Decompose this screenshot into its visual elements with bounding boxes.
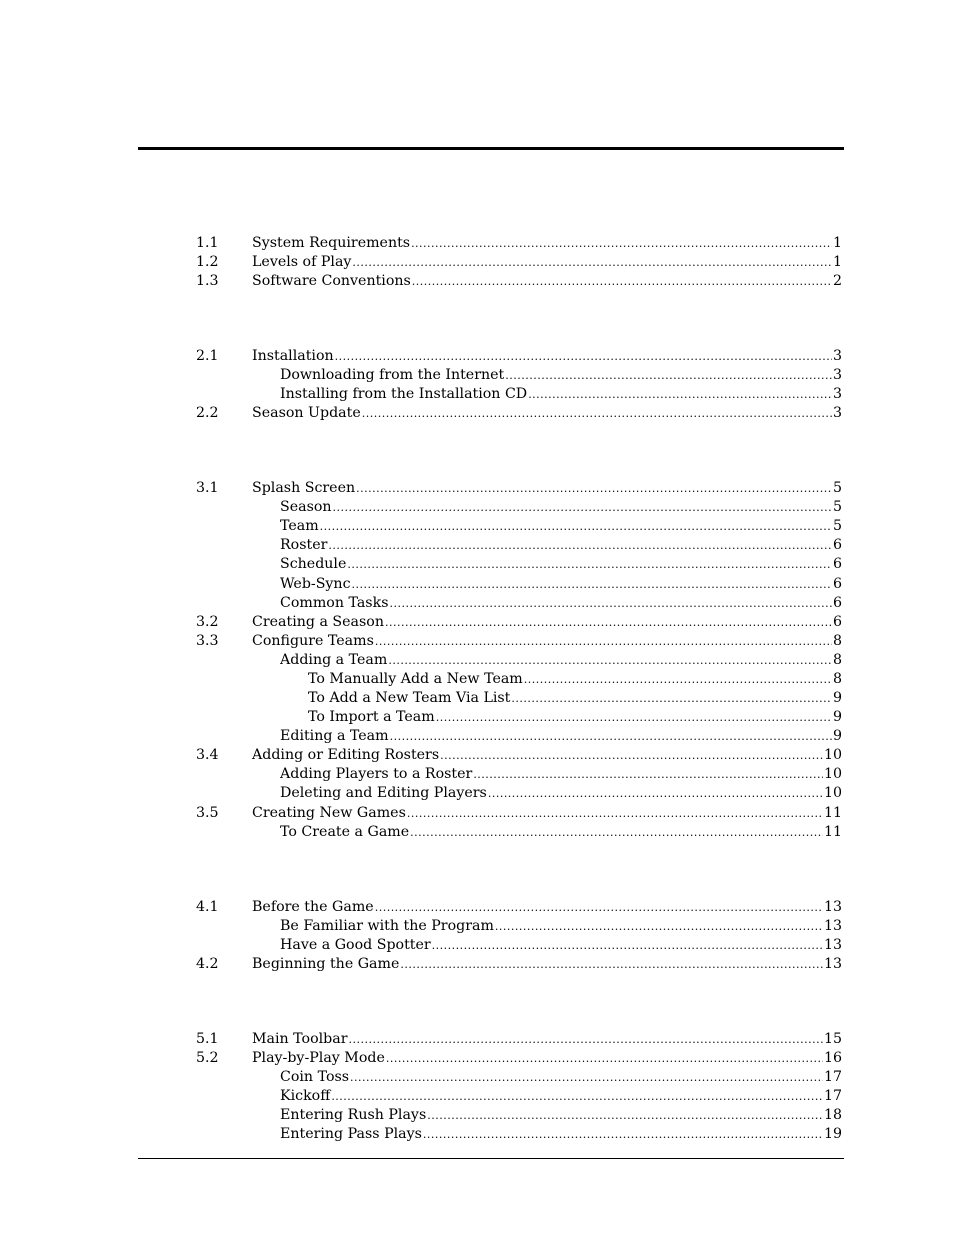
toc-entry-line[interactable] [280, 765, 842, 784]
toc-entry[interactable] [0, 1049, 954, 1068]
toc-entry-line[interactable] [252, 746, 842, 765]
toc-entry-line[interactable] [308, 689, 842, 708]
toc-page-number: 10 [823, 785, 842, 801]
toc-entry-line[interactable] [280, 823, 842, 842]
toc-entry-title: Software Conventions [252, 273, 411, 289]
toc-entry-title: Be Familiar with the Program [280, 918, 494, 934]
toc-entry[interactable] [0, 936, 954, 955]
toc-page-number: 1 [832, 235, 842, 251]
toc-entry-title: Roster [280, 537, 328, 553]
toc-entry-line[interactable] [280, 517, 842, 536]
toc-entry[interactable] [0, 651, 954, 670]
toc-entry-title: Schedule [280, 556, 347, 572]
toc-entry[interactable] [0, 727, 954, 746]
toc-dot-leader [335, 347, 832, 366]
toc-page-number: 8 [832, 671, 842, 687]
toc-entry-line[interactable] [252, 632, 842, 651]
toc-entry[interactable] [0, 575, 954, 594]
toc-entry-title: Levels of Play [252, 254, 352, 270]
toc-entry-line[interactable] [280, 784, 842, 803]
toc-entry-line[interactable] [252, 347, 842, 366]
toc-page-number: 19 [823, 1126, 842, 1142]
toc-dot-leader [440, 746, 823, 765]
toc-page-number: 16 [823, 1050, 842, 1066]
toc-entry-title: Adding a Team [280, 652, 388, 668]
toc-dot-leader [528, 385, 832, 404]
toc-entry-line[interactable] [308, 670, 842, 689]
toc-section-number: 4.2 [196, 956, 219, 972]
toc-entry[interactable] [0, 347, 954, 366]
toc-section-number: 3.1 [196, 480, 219, 496]
toc-entry[interactable] [0, 272, 954, 291]
toc-page-number: 10 [823, 747, 842, 763]
toc-dot-leader [375, 898, 823, 917]
toc-entry[interactable] [0, 823, 954, 842]
toc-dot-leader [473, 765, 823, 784]
toc-section-number: 1.1 [196, 235, 219, 251]
toc-entry[interactable] [0, 517, 954, 536]
toc-entry-title: Creating New Games [252, 805, 406, 821]
toc-dot-leader [375, 632, 832, 651]
toc-dot-leader [331, 1087, 823, 1106]
toc-entry-line[interactable] [280, 917, 842, 936]
toc-dot-leader [352, 575, 832, 594]
toc-dot-leader [511, 689, 832, 708]
toc-page-number: 5 [832, 518, 842, 534]
toc-dot-leader [348, 1030, 822, 1049]
toc-entry-line[interactable] [280, 594, 842, 613]
toc-page-number: 2 [832, 273, 842, 289]
footer-rule [138, 1158, 844, 1159]
toc-page-number: 11 [823, 805, 842, 821]
toc-entry-line[interactable] [252, 955, 842, 974]
toc-page-number: 13 [823, 956, 842, 972]
toc-entry[interactable] [0, 1087, 954, 1106]
toc-section-number: 5.1 [196, 1031, 219, 1047]
toc-entry-line[interactable] [280, 727, 842, 746]
toc-entry[interactable] [0, 784, 954, 803]
toc-entry-line[interactable] [280, 385, 842, 404]
toc-dot-leader [427, 1106, 823, 1125]
toc-dot-leader [495, 917, 823, 936]
toc-entry-line[interactable] [280, 1106, 842, 1125]
toc-dot-leader [505, 366, 832, 385]
toc-entry-title: Entering Rush Plays [280, 1107, 427, 1123]
toc-entry[interactable] [0, 498, 954, 517]
toc-entry-line[interactable] [308, 708, 842, 727]
toc-entry-line[interactable] [252, 613, 842, 632]
toc-entry[interactable] [0, 594, 954, 613]
toc-entry[interactable] [0, 253, 954, 272]
toc-entry-title: Deleting and Editing Players [280, 785, 487, 801]
toc-page-number: 11 [823, 824, 842, 840]
toc-entry-title: Season Update [252, 405, 361, 421]
toc-dot-leader [524, 670, 832, 689]
toc-entry-line[interactable] [252, 479, 842, 498]
toc-dot-leader [411, 234, 832, 253]
toc-entry-title: Coin Toss [280, 1069, 350, 1085]
toc-entry[interactable] [0, 804, 954, 823]
toc-dot-leader [412, 272, 832, 291]
toc-section-number: 1.3 [196, 273, 219, 289]
toc-page-number: 9 [832, 709, 842, 725]
toc-entry[interactable] [0, 898, 954, 917]
toc-entry-line[interactable] [280, 936, 842, 955]
toc-dot-leader [328, 536, 832, 555]
toc-entry[interactable] [0, 670, 954, 689]
toc-dot-leader [436, 708, 832, 727]
toc-entry[interactable] [0, 689, 954, 708]
toc-entry-title: Downloading from the Internet [280, 367, 505, 383]
toc-page-number: 3 [832, 386, 842, 402]
toc-page-number: 8 [832, 633, 842, 649]
toc-entry-line[interactable] [252, 253, 842, 272]
toc-entry[interactable] [0, 1030, 954, 1049]
toc-entry[interactable] [0, 917, 954, 936]
toc-page-number: 1 [832, 254, 842, 270]
toc-dot-leader [488, 784, 823, 803]
toc-entry-line[interactable] [280, 555, 842, 574]
toc-entry[interactable] [0, 536, 954, 555]
toc-entry-line[interactable] [280, 1087, 842, 1106]
toc-dot-leader [385, 613, 832, 632]
toc-entry-line[interactable] [252, 1030, 842, 1049]
toc-dot-leader [350, 1068, 823, 1087]
toc-page-number: 13 [823, 899, 842, 915]
toc-entry[interactable] [0, 555, 954, 574]
toc-entry-line[interactable] [280, 1125, 842, 1144]
toc-dot-leader [386, 1049, 823, 1068]
toc-page-number: 6 [832, 576, 842, 592]
toc-entry-title: System Requirements [252, 235, 411, 251]
toc-dot-leader [320, 517, 832, 536]
toc-dot-leader [356, 479, 832, 498]
toc-entry-line[interactable] [252, 804, 842, 823]
toc-entry-title: Web-Sync [280, 576, 351, 592]
toc-page-number: 13 [823, 918, 842, 934]
toc-entry-line[interactable] [252, 898, 842, 917]
toc-page-number: 17 [823, 1069, 842, 1085]
toc-entry-title: Configure Teams [252, 633, 374, 649]
toc-dot-leader [362, 404, 832, 423]
toc-entry-line[interactable] [280, 575, 842, 594]
toc-entry[interactable] [0, 404, 954, 423]
toc-section-number: 2.2 [196, 405, 219, 421]
toc-entry-title: Entering Pass Plays [280, 1126, 422, 1142]
toc-dot-leader [333, 498, 832, 517]
toc-entry-line[interactable] [280, 651, 842, 670]
toc-entry[interactable] [0, 613, 954, 632]
toc-page-number: 13 [823, 937, 842, 953]
toc-page-number: 17 [823, 1088, 842, 1104]
toc-entry-line[interactable] [280, 536, 842, 555]
toc-page-number: 10 [823, 766, 842, 782]
toc-entry[interactable] [0, 1106, 954, 1125]
toc-entry-title: Beginning the Game [252, 956, 400, 972]
toc-entry-line[interactable] [252, 234, 842, 253]
toc-section-number: 5.2 [196, 1050, 219, 1066]
toc-entry[interactable] [0, 765, 954, 784]
toc-entry-title: To Add a New Team Via List [308, 690, 511, 706]
toc-entry-line[interactable] [252, 404, 842, 423]
toc-entry-title: To Manually Add a New Team [308, 671, 523, 687]
toc-dot-leader [410, 823, 823, 842]
toc-entry-title: Adding or Editing Rosters [252, 747, 440, 763]
toc-entry-title: To Create a Game [280, 824, 410, 840]
toc-entry-title: Common Tasks [280, 595, 389, 611]
toc-page-number: 8 [832, 652, 842, 668]
toc-entry-line[interactable] [252, 1049, 842, 1068]
toc-dot-leader [347, 555, 832, 574]
toc-section-number: 3.2 [196, 614, 219, 630]
toc-page-number: 6 [832, 595, 842, 611]
toc-page-number: 5 [832, 480, 842, 496]
toc-page-number: 18 [823, 1107, 842, 1123]
toc-section-number: 3.5 [196, 805, 219, 821]
toc-dot-leader [423, 1125, 823, 1144]
toc-section-number: 1.2 [196, 254, 219, 270]
toc-entry-title: Have a Good Spotter [280, 937, 431, 953]
toc-entry-title: To Import a Team [308, 709, 435, 725]
toc-entry[interactable] [0, 955, 954, 974]
toc-entry[interactable] [0, 234, 954, 253]
toc-page-number: 6 [832, 537, 842, 553]
toc-dot-leader [388, 651, 832, 670]
toc-entry-title: Season [280, 499, 332, 515]
toc-entry-line[interactable] [280, 1068, 842, 1087]
toc-entry[interactable] [0, 708, 954, 727]
toc-dot-leader [352, 253, 832, 272]
toc-entry[interactable] [0, 1068, 954, 1087]
toc-dot-leader [390, 727, 832, 746]
header-rule [138, 147, 844, 150]
toc-entry-title: Play-by-Play Mode [252, 1050, 385, 1066]
toc-entry-title: Editing a Team [280, 728, 389, 744]
toc-section-number: 3.3 [196, 633, 219, 649]
toc-page-number: 5 [832, 499, 842, 515]
toc-page-number: 3 [832, 348, 842, 364]
toc-entry-title: Main Toolbar [252, 1031, 348, 1047]
toc-entry-title: Installing from the Installation CD [280, 386, 528, 402]
toc-entry[interactable] [0, 479, 954, 498]
toc-entry[interactable] [0, 385, 954, 404]
toc-entry[interactable] [0, 746, 954, 765]
toc-entry-line[interactable] [280, 498, 842, 517]
toc-entry-title: Kickoff [280, 1088, 331, 1104]
toc-entry[interactable] [0, 632, 954, 651]
toc-entry[interactable] [0, 1125, 954, 1144]
toc-page-number: 15 [823, 1031, 842, 1047]
toc-dot-leader [432, 936, 823, 955]
toc-entry[interactable] [0, 366, 954, 385]
toc-entry-title: Splash Screen [252, 480, 356, 496]
toc-dot-leader [407, 804, 823, 823]
toc-entry-title: Team [280, 518, 319, 534]
toc-page-number: 9 [832, 690, 842, 706]
toc-entry-title: Creating a Season [252, 614, 384, 630]
toc-entry-title: Adding Players to a Roster [280, 766, 473, 782]
toc-page-number: 3 [832, 405, 842, 421]
toc-dot-leader [400, 955, 823, 974]
toc-page-number: 6 [832, 614, 842, 630]
toc-entry-line[interactable] [280, 366, 842, 385]
toc-entry-line[interactable] [252, 272, 842, 291]
toc-entry-title: Installation [252, 348, 334, 364]
toc-page-number: 6 [832, 556, 842, 572]
toc-page-number: 3 [832, 367, 842, 383]
toc-section-number: 4.1 [196, 899, 219, 915]
toc-section-number: 2.1 [196, 348, 219, 364]
toc-page-number: 9 [832, 728, 842, 744]
toc-entry-title: Before the Game [252, 899, 374, 915]
toc-section-number: 3.4 [196, 747, 219, 763]
toc-dot-leader [389, 594, 831, 613]
